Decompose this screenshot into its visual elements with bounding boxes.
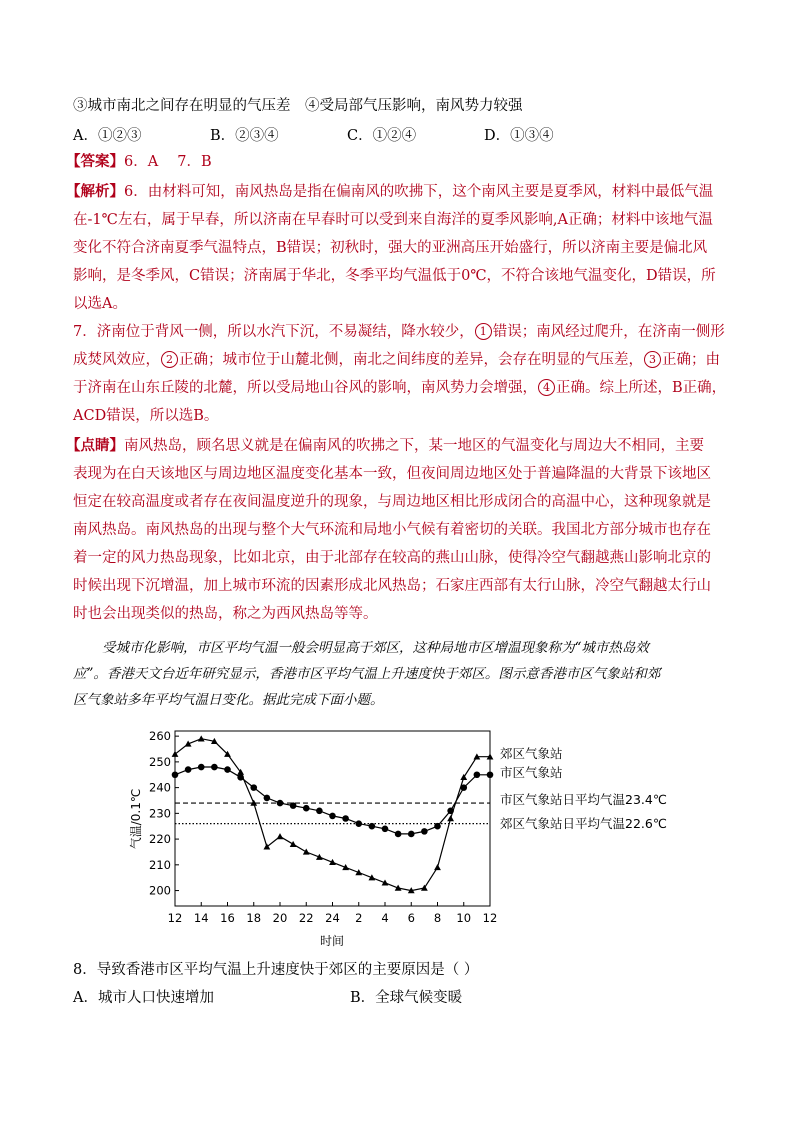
point-line-5: 着一定的风力热岛现象，比如北京，由于北部存在较高的燕山山脉，使得冷空气翻越燕山影响北京的 xyxy=(73,550,711,566)
urban-data-point xyxy=(421,828,428,835)
y-tick-label: 260 xyxy=(149,729,171,744)
y-tick-label: 250 xyxy=(149,754,171,769)
x-axis-label: 时间 xyxy=(319,934,345,948)
y-tick-label: 210 xyxy=(149,857,171,872)
suburban-data-point xyxy=(447,815,454,821)
suburban-data-point xyxy=(198,735,205,741)
a7-l2b: 正确；城市位于山麓北侧，南北之间纬度的差异，会存在明显的气压差， xyxy=(179,352,643,368)
temperature-chart xyxy=(120,725,680,955)
circled-number-1: 1 xyxy=(475,323,492,340)
legend-suburban-mean: 郊区气象站日平均气温22.6℃ xyxy=(500,816,667,831)
material-line-3: 区气象站多年平均气温日变化。据此完成下面小题。 xyxy=(73,692,384,708)
x-tick-label: 4 xyxy=(381,911,389,925)
x-tick-label: 10 xyxy=(456,911,472,925)
suburban-data-point xyxy=(290,841,297,847)
point-line-1 xyxy=(66,436,726,456)
material-line-1: 受城市化影响，市区平均气温一般会明显高于郊区，这种局地市区增温现象称为“城市热岛效 xyxy=(102,640,649,656)
urban-data-point xyxy=(408,831,415,838)
analysis-7-line-1 xyxy=(73,322,733,342)
q7-options-continued: ③城市南北之间存在明显的气压差 ④受局部气压影响，南风势力较强 xyxy=(73,98,523,114)
suburban-data-point xyxy=(303,849,310,855)
analysis-6-text-1: 6．由材料可知，南风热岛是指在偏南风的吹拂下，这个南风主要是夏季风，材料中最低气温 xyxy=(124,184,714,200)
x-tick-label: 12 xyxy=(167,911,183,925)
q8-option-a: A．城市人口快速增加 xyxy=(73,990,214,1006)
point-line-2: 表现为在白天该地区与周边地区温度变化基本一致，但夜间周边地区处于普遍降温的大背景下该地区 xyxy=(73,466,711,482)
a7-l3a: 于济南在山东丘陵的北麓，所以受局地山谷风的影响，南风势力会增强， xyxy=(73,380,537,396)
point-label: 【点睛】 xyxy=(66,437,124,454)
y-tick-label: 240 xyxy=(149,780,171,795)
answer-line xyxy=(66,152,726,172)
urban-data-point xyxy=(172,771,179,778)
urban-data-point xyxy=(474,771,481,778)
urban-data-point xyxy=(382,825,389,832)
x-tick-label: 14 xyxy=(193,911,209,925)
urban-data-point xyxy=(264,795,271,802)
point-line-3: 恒定在较高温度或者存在夜间温度逆升的现象，与周边地区相比形成闭合的高温中心，这种现象就是 xyxy=(73,494,711,510)
answer-label: 【答案】 xyxy=(66,153,124,170)
answer-text: 6．A 7．B xyxy=(124,154,212,170)
analysis-label: 【解析】 xyxy=(66,183,124,200)
x-tick-label: 18 xyxy=(246,911,262,925)
analysis-6-line-4: 影响，是冬季风，C错误；济南属于华北，冬季平均气温低于0℃，不符合该地气温变化，D错误，所 xyxy=(73,268,716,284)
urban-data-point xyxy=(342,815,349,822)
analysis-7-line-2 xyxy=(73,350,733,370)
choice-d: D．①③④ xyxy=(484,128,554,144)
analysis-7-line-4: ACD错误，所以选B。 xyxy=(73,408,219,424)
a7-l3b: 正确。综上所述，B正确， xyxy=(556,380,727,396)
urban-data-point xyxy=(198,764,205,771)
urban-data-point xyxy=(290,802,297,809)
urban-data-point xyxy=(277,800,284,807)
x-tick-label: 22 xyxy=(298,911,314,925)
a7-l2c: 正确；由 xyxy=(662,352,720,368)
y-tick-label: 200 xyxy=(149,883,171,898)
urban-data-point xyxy=(250,784,257,791)
circled-number-3: 3 xyxy=(644,351,661,368)
analysis-6-line-1 xyxy=(66,182,726,202)
a7-l2a: 成焚风效应， xyxy=(73,352,160,368)
x-tick-label: 12 xyxy=(482,911,498,925)
urban-data-point xyxy=(395,831,402,838)
legend-urban-mean: 市区气象站日平均气温23.4℃ xyxy=(500,792,667,807)
urban-data-point xyxy=(303,805,310,812)
x-tick-label: 2 xyxy=(355,911,363,925)
urban-data-point xyxy=(316,807,323,814)
legend-suburban: 郊区气象站 xyxy=(500,746,563,761)
urban-data-point xyxy=(329,813,336,820)
a7-l1b: 错误；南风经过爬升，在济南一侧形 xyxy=(492,324,725,340)
urban-data-point xyxy=(211,764,218,771)
point-text-1: 南风热岛，顾名思义就是在偏南风的吹拂之下，某一地区的气温变化与周边大不相同，主要 xyxy=(124,438,704,454)
urban-data-point xyxy=(369,823,376,830)
urban-data-point xyxy=(447,807,454,814)
y-axis-label: 气温/0.1℃ xyxy=(129,788,143,850)
q8-option-b: B．全球气候变暖 xyxy=(350,990,463,1006)
circled-number-4: 4 xyxy=(538,379,555,396)
x-tick-label: 20 xyxy=(272,911,288,925)
material-line-2: 应”。香港天文台近年研究显示，香港市区平均气温上升速度快于郊区。图示意香港市区气象站和郊 xyxy=(73,666,661,682)
circled-number-2: 2 xyxy=(161,351,178,368)
analysis-6-line-5: 以选A。 xyxy=(73,296,127,312)
urban-data-point xyxy=(487,771,494,778)
point-line-7: 时也会出现类似的热岛，称之为西风热岛等等。 xyxy=(73,606,378,622)
urban-data-point xyxy=(224,766,231,773)
x-tick-label: 8 xyxy=(433,911,442,925)
analysis-7-line-3 xyxy=(73,378,733,398)
urban-data-point xyxy=(460,784,467,791)
analysis-6-line-3: 变化不符合济南夏季气温特点，B错误；初秋时，强大的亚洲高压开始盛行，所以济南主要是偏北风 xyxy=(73,240,708,256)
suburban-data-point xyxy=(277,833,284,839)
point-line-6: 时候出现下沉增温，加上城市环流的因素形成北风热岛；石家庄西部有太行山脉，冷空气翻越太行山 xyxy=(73,578,711,594)
y-tick-label: 230 xyxy=(149,806,171,821)
point-line-4: 南风热岛。南风热岛的出现与整个大气环流和局地小气候有着密切的关联。我国北方部分城市也存在 xyxy=(73,522,711,538)
x-tick-label: 24 xyxy=(325,911,340,925)
q8-stem: 8．导致香港市区平均气温上升速度快于郊区的主要原因是（ ） xyxy=(73,962,479,978)
urban-data-point xyxy=(185,766,192,773)
choice-c: C．①②④ xyxy=(347,128,417,144)
urban-data-point xyxy=(434,823,441,830)
choice-a: A．①②③ xyxy=(73,128,142,144)
y-tick-label: 220 xyxy=(149,832,171,847)
a7-l1a: 7．济南位于背风一侧，所以水汽下沉，不易凝结，降水较少， xyxy=(73,324,474,340)
urban-data-point xyxy=(355,820,362,827)
urban-data-point xyxy=(237,774,244,781)
x-tick-label: 6 xyxy=(407,911,415,925)
suburban-data-point xyxy=(421,885,428,891)
choice-b: B．②③④ xyxy=(210,128,279,144)
x-tick-label: 16 xyxy=(220,911,235,925)
analysis-6-line-2: 在-1℃左右，属于早春，所以济南在早春时可以受到来自海洋的夏季风影响,A正确；材料中该地气温 xyxy=(73,212,713,228)
legend-urban: 市区气象站 xyxy=(500,765,563,780)
suburban-data-point xyxy=(460,774,467,780)
suburban-data-point xyxy=(434,864,441,870)
